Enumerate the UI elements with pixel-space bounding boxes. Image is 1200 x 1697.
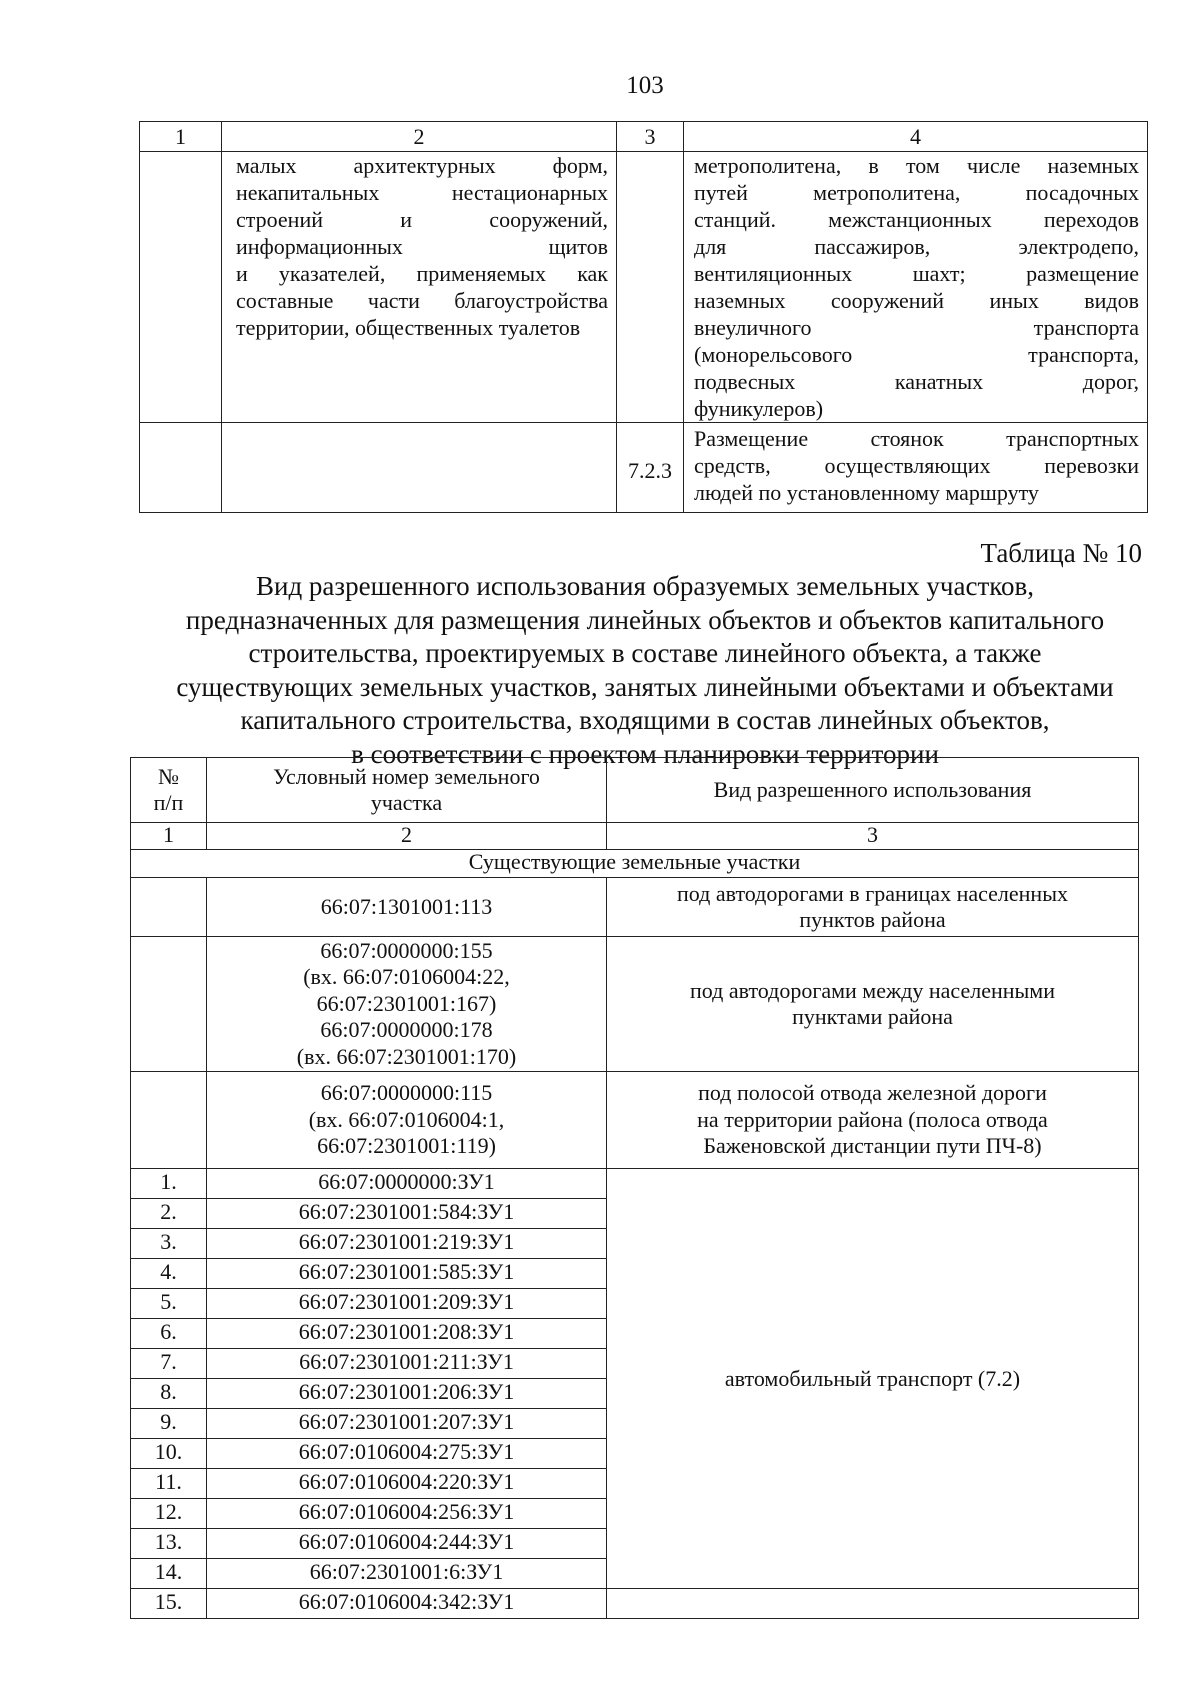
parcel-cell: 66:07:2301001:211:ЗУ1 [207, 1349, 607, 1379]
usage-cell [607, 878, 1139, 937]
parcel-line: 66:07:2301001:119) [317, 1133, 496, 1159]
usage-description-cell [222, 152, 617, 423]
header-line: Условный номер земельного [273, 763, 540, 789]
empty-cell [607, 1589, 1139, 1619]
table-row [131, 1072, 1139, 1169]
text-line: и указателей, применяемых как [236, 261, 608, 286]
formed-usage-cell: автомобильный транспорт (7.2) [607, 1169, 1139, 1589]
text-line: внеуличного транспорта [694, 315, 1139, 340]
row-number: 9. [131, 1409, 207, 1439]
column-number-3: 3 [617, 122, 684, 152]
usage-line: пунктов района [799, 907, 946, 932]
text-line: вентиляционных шахт; размещение [694, 261, 1139, 286]
header-parcel-cell [207, 758, 607, 823]
text-line: метрополитена, в том числе наземных [694, 153, 1139, 178]
text-line: наземных сооружений иных видов [694, 288, 1139, 313]
parcel-cell: 66:07:0106004:275:ЗУ1 [207, 1439, 607, 1469]
column-number-3: 3 [607, 823, 1139, 850]
empty-cell [617, 152, 684, 423]
table-row [131, 937, 1139, 1072]
empty-cell [140, 423, 222, 513]
empty-cell [140, 152, 222, 423]
row-number: 2. [131, 1199, 207, 1229]
column-number-4: 4 [684, 122, 1148, 152]
parcel-cell: 66:07:2301001:206:ЗУ1 [207, 1379, 607, 1409]
usage-description-cell [684, 152, 1148, 423]
parcel-cell: 66:07:0000000:ЗУ1 [207, 1169, 607, 1199]
caption-line: капитального строительства, входящими в состав линейных объектов, [240, 705, 1050, 735]
parcel-line: (вх. 66:07:0106004:1, [308, 1106, 505, 1132]
column-number-2: 2 [222, 122, 617, 152]
parcel-cell: 66:07:2301001:207:ЗУ1 [207, 1409, 607, 1439]
table-row [131, 1589, 1139, 1619]
text-line: для пассажиров, электродепо, [694, 234, 1139, 259]
column-numbers-row [131, 823, 1139, 850]
row-number: 3. [131, 1229, 207, 1259]
caption-line: предназначенных для размещения линейных объектов и объектов капитального [185, 604, 1105, 635]
table-row [131, 878, 1139, 937]
row-number: 12. [131, 1499, 207, 1529]
header-line: п/п [153, 790, 184, 815]
row-number: 10. [131, 1439, 207, 1469]
parcel-cell: 66:07:0106004:342:ЗУ1 [207, 1589, 607, 1619]
table-row [140, 423, 1148, 513]
usage-line: под автодорогами между населенными [690, 977, 1055, 1003]
table-row [131, 1169, 1139, 1199]
table-label: Таблица № 10 [980, 538, 1142, 568]
text-line: информационных щитов [236, 234, 608, 259]
parcel-cell: 66:07:2301001:585:ЗУ1 [207, 1259, 607, 1289]
usage-cell [607, 937, 1139, 1072]
usage-line: Баженовской дистанции пути ПЧ-8) [703, 1133, 1042, 1159]
table-row [140, 152, 1148, 423]
row-number: 1. [131, 1169, 207, 1199]
header-line: участка [370, 790, 443, 815]
parcel-line: (вх. 66:07:0106004:22, [303, 964, 510, 990]
column-number-2: 2 [207, 823, 607, 850]
text-line: малых архитектурных форм, [236, 153, 608, 178]
text-line: составные части благоустройства [236, 288, 608, 313]
land-plots-table [130, 757, 1139, 1619]
usage-line: пунктами района [792, 1004, 953, 1029]
section-row [131, 850, 1139, 878]
text-line: средств, осуществляющих перевозки [694, 453, 1139, 478]
row-number: 11. [131, 1469, 207, 1499]
row-number: 6. [131, 1319, 207, 1349]
parcel-cell [207, 1072, 607, 1169]
text-line: некапитальных нестационарных [236, 180, 608, 205]
text-line: станций. межстанционных переходов [694, 207, 1139, 232]
usage-line: на территории района (полоса отвода [697, 1106, 1048, 1132]
section-title: Существующие земельные участки [131, 850, 1139, 878]
row-number: 14. [131, 1559, 207, 1589]
usage-cell [607, 1072, 1139, 1169]
text-line: фуникулеров) [694, 396, 824, 421]
parcel-line: 66:07:0000000:155 [320, 937, 493, 963]
parcel-line: (вх. 66:07:2301001:170) [296, 1043, 517, 1069]
column-number-1: 1 [140, 122, 222, 152]
parcel-cell: 66:07:0106004:220:ЗУ1 [207, 1469, 607, 1499]
parcel-line: 66:07:1301001:113 [320, 893, 493, 919]
table-header-row [131, 758, 1139, 823]
text-line: (монорельсового транспорта, [694, 342, 1139, 367]
parcel-cell [207, 937, 607, 1072]
text-line: людей по установленному маршруту [694, 480, 1039, 505]
parcel-line: 66:07:0000000:115 [320, 1080, 493, 1106]
caption-line: в соответствии с проектом планировки территории [351, 738, 939, 769]
empty-cell [222, 423, 617, 513]
parcel-cell: 66:07:2301001:208:ЗУ1 [207, 1319, 607, 1349]
header-line: № [158, 763, 179, 789]
empty-cell [131, 1072, 207, 1169]
continuation-table [139, 121, 1148, 513]
empty-cell [131, 878, 207, 937]
table-header-row [140, 122, 1148, 152]
row-number: 13. [131, 1529, 207, 1559]
header-usage-cell: Вид разрешенного использования [607, 758, 1139, 823]
empty-cell [131, 937, 207, 1072]
row-number: 15. [131, 1589, 207, 1619]
parcel-cell [207, 878, 607, 937]
row-number: 5. [131, 1289, 207, 1319]
row-number: 7. [131, 1349, 207, 1379]
parcel-line: 66:07:0000000:178 [320, 1017, 493, 1043]
text-line: подвесных канатных дорог, [694, 369, 1139, 394]
parcel-cell: 66:07:2301001:209:ЗУ1 [207, 1289, 607, 1319]
parcel-line: 66:07:2301001:167) [316, 990, 497, 1016]
text-line: территории, общественных туалетов [236, 315, 581, 340]
usage-line: под автодорогами в границах населенных [677, 880, 1068, 906]
caption-line: Вид разрешенного использования образуемых земельных участков, [255, 571, 1035, 601]
parcel-cell: 66:07:0106004:256:ЗУ1 [207, 1499, 607, 1529]
column-number-1: 1 [131, 823, 207, 850]
row-number: 4. [131, 1259, 207, 1289]
parcel-cell: 66:07:2301001:219:ЗУ1 [207, 1229, 607, 1259]
caption-line: существующих земельных участков, занятых линейными объектами и объектами [176, 671, 1114, 702]
parcel-cell: 66:07:2301001:6:ЗУ1 [207, 1559, 607, 1589]
parcel-cell: 66:07:2301001:584:ЗУ1 [207, 1199, 607, 1229]
text-line: Размещение стоянок транспортных [694, 426, 1139, 451]
header-number-cell [131, 758, 207, 823]
text-line: строений и сооружений, [236, 207, 608, 232]
row-number: 8. [131, 1379, 207, 1409]
usage-description-cell [684, 423, 1148, 513]
table-caption [120, 570, 1170, 771]
usage-code-cell: 7.2.3 [617, 423, 684, 513]
text-line: путей метрополитена, посадочных [694, 180, 1139, 205]
parcel-cell: 66:07:0106004:244:ЗУ1 [207, 1529, 607, 1559]
usage-line: под полосой отвода железной дороги [698, 1080, 1047, 1106]
page-number: 103 [626, 72, 664, 99]
caption-line: строительства, проектируемых в составе линейного объекта, а также [248, 638, 1042, 668]
